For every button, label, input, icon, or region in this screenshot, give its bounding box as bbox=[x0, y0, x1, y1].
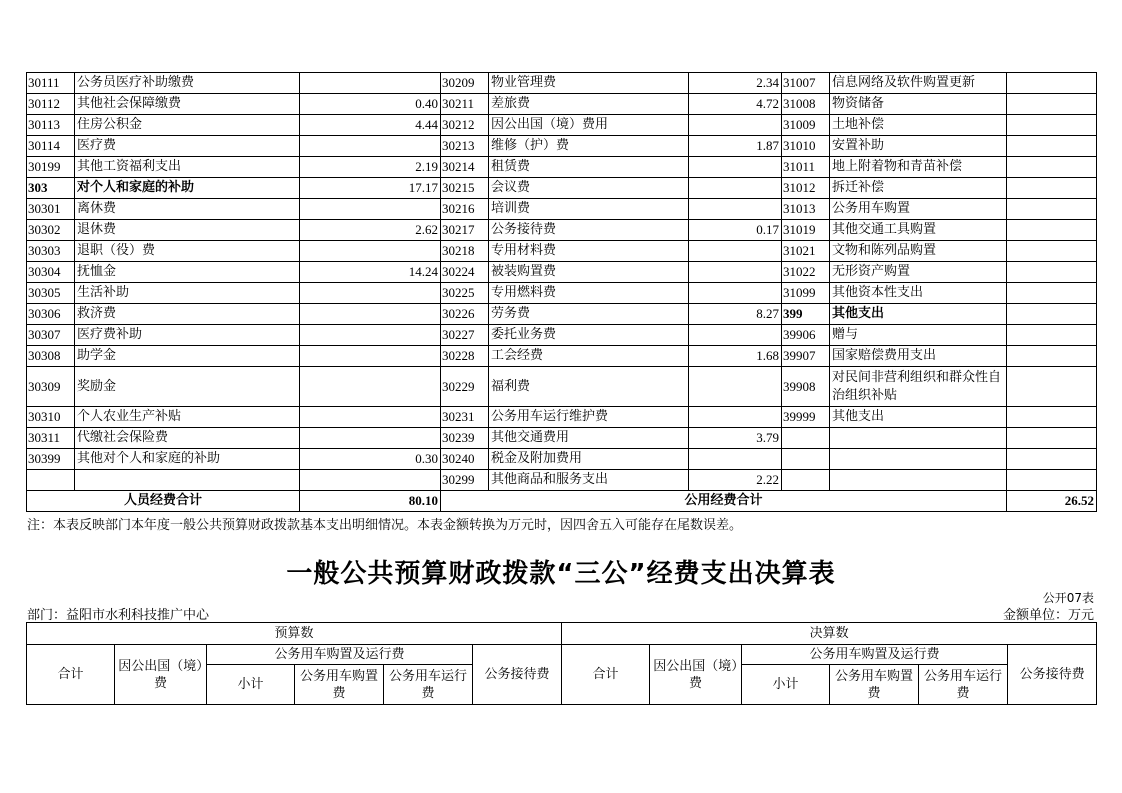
expense-amount bbox=[689, 157, 782, 178]
expense-amount bbox=[300, 367, 441, 407]
expense-name: 无形资产购置 bbox=[830, 262, 1007, 283]
table-row bbox=[27, 115, 1097, 136]
expense-amount bbox=[1007, 346, 1097, 367]
expense-name: 土地补偿 bbox=[830, 115, 1007, 136]
final-car-group-header: 公务用车购置及运行费 bbox=[742, 645, 1008, 665]
expense-name: 培训费 bbox=[489, 199, 689, 220]
page-title: 一般公共预算财政拨款“三公”经费支出决算表 bbox=[286, 559, 836, 589]
expense-name: 代缴社会保险费 bbox=[75, 428, 300, 449]
expense-amount bbox=[1007, 407, 1097, 428]
expense-code: 30229 bbox=[441, 367, 489, 407]
department-label: 部门：益阳市水利科技推广中心 bbox=[27, 608, 210, 623]
expense-name: 工会经费 bbox=[489, 346, 689, 367]
expense-name: 公务用车运行维护费 bbox=[489, 407, 689, 428]
expense-name: 物资储备 bbox=[830, 94, 1007, 115]
table-row bbox=[27, 262, 1097, 283]
expense-name: 其他支出 bbox=[830, 304, 1007, 325]
expense-code: 39906 bbox=[782, 325, 830, 346]
expense-name: 福利费 bbox=[489, 367, 689, 407]
expense-name: 个人农业生产补贴 bbox=[75, 407, 300, 428]
expense-name: 住房公积金 bbox=[75, 115, 300, 136]
expense-code: 30112 bbox=[27, 94, 75, 115]
table-row bbox=[27, 428, 1097, 449]
expense-amount bbox=[1007, 428, 1097, 449]
expense-code: 30228 bbox=[441, 346, 489, 367]
budget-reception-header: 公务接待费 bbox=[473, 645, 562, 705]
expense-amount bbox=[300, 325, 441, 346]
final-total-header: 合计 bbox=[562, 645, 650, 705]
expense-amount: 0.17 bbox=[689, 220, 782, 241]
budget-car-group-header: 公务用车购置及运行费 bbox=[207, 645, 473, 665]
expense-code: 30309 bbox=[27, 367, 75, 407]
expense-amount bbox=[689, 241, 782, 262]
expense-code bbox=[27, 470, 75, 491]
expense-code: 30111 bbox=[27, 73, 75, 94]
expense-name: 因公出国（境）费用 bbox=[489, 115, 689, 136]
expense-name: 其他交通工具购置 bbox=[830, 220, 1007, 241]
expense-name: 公务接待费 bbox=[489, 220, 689, 241]
expense-amount bbox=[300, 346, 441, 367]
expense-name: 其他支出 bbox=[830, 407, 1007, 428]
final-header: 决算数 bbox=[562, 623, 1097, 645]
table-row bbox=[27, 220, 1097, 241]
expense-code: 30199 bbox=[27, 157, 75, 178]
budget-total-header: 合计 bbox=[27, 645, 115, 705]
expense-code: 30113 bbox=[27, 115, 75, 136]
expense-code: 30218 bbox=[441, 241, 489, 262]
expense-code: 30214 bbox=[441, 157, 489, 178]
totals-row bbox=[27, 491, 1097, 512]
personnel-total-label: 人员经费合计 bbox=[27, 491, 300, 512]
budget-header: 预算数 bbox=[27, 623, 562, 645]
expense-amount: 3.79 bbox=[689, 428, 782, 449]
expense-code: 39908 bbox=[782, 367, 830, 407]
expense-name: 其他社会保障缴费 bbox=[75, 94, 300, 115]
expense-code: 30231 bbox=[441, 407, 489, 428]
expense-code: 31019 bbox=[782, 220, 830, 241]
expense-name: 安置补助 bbox=[830, 136, 1007, 157]
expense-name: 医疗费补助 bbox=[75, 325, 300, 346]
header-row-2 bbox=[27, 645, 1097, 665]
expense-code: 30215 bbox=[441, 178, 489, 199]
expense-code bbox=[782, 470, 830, 491]
expense-name: 其他交通费用 bbox=[489, 428, 689, 449]
table-row bbox=[27, 241, 1097, 262]
expense-amount bbox=[689, 262, 782, 283]
expense-name: 其他商品和服务支出 bbox=[489, 470, 689, 491]
expense-amount: 14.24 bbox=[300, 262, 441, 283]
expense-code: 30299 bbox=[441, 470, 489, 491]
expense-name: 其他资本性支出 bbox=[830, 283, 1007, 304]
table-row bbox=[27, 407, 1097, 428]
expense-name: 其他工资福利支出 bbox=[75, 157, 300, 178]
expense-code: 39999 bbox=[782, 407, 830, 428]
expense-amount bbox=[300, 241, 441, 262]
table-row bbox=[27, 449, 1097, 470]
expense-name: 离休费 bbox=[75, 199, 300, 220]
expense-code: 31010 bbox=[782, 136, 830, 157]
expense-amount bbox=[1007, 367, 1097, 407]
table-row bbox=[27, 304, 1097, 325]
expense-code: 30303 bbox=[27, 241, 75, 262]
expense-amount: 0.40 bbox=[300, 94, 441, 115]
expense-amount bbox=[300, 199, 441, 220]
expense-amount: 2.22 bbox=[689, 470, 782, 491]
expense-name: 医疗费 bbox=[75, 136, 300, 157]
expense-amount bbox=[1007, 73, 1097, 94]
expense-code: 30311 bbox=[27, 428, 75, 449]
header-row-1 bbox=[27, 623, 1097, 645]
expense-name: 劳务费 bbox=[489, 304, 689, 325]
expense-name: 租赁费 bbox=[489, 157, 689, 178]
expense-name: 委托业务费 bbox=[489, 325, 689, 346]
expense-amount: 4.44 bbox=[300, 115, 441, 136]
expense-name: 赠与 bbox=[830, 325, 1007, 346]
expense-name: 信息网络及软件购置更新 bbox=[830, 73, 1007, 94]
expense-name: 物业管理费 bbox=[489, 73, 689, 94]
expense-name: 拆迁补偿 bbox=[830, 178, 1007, 199]
expense-code: 399 bbox=[782, 304, 830, 325]
expense-amount: 2.62 bbox=[300, 220, 441, 241]
budget-abroad-header: 因公出国（境）费 bbox=[115, 645, 207, 705]
form-number: 公开07表 bbox=[1042, 591, 1094, 605]
expense-code: 30240 bbox=[441, 449, 489, 470]
expense-name: 地上附着物和青苗补偿 bbox=[830, 157, 1007, 178]
table-row bbox=[27, 94, 1097, 115]
expense-amount bbox=[689, 367, 782, 407]
table-row bbox=[27, 346, 1097, 367]
expense-name: 退休费 bbox=[75, 220, 300, 241]
expense-amount bbox=[1007, 470, 1097, 491]
expense-code: 30310 bbox=[27, 407, 75, 428]
expense-code: 31008 bbox=[782, 94, 830, 115]
table-row bbox=[27, 178, 1097, 199]
expense-name: 差旅费 bbox=[489, 94, 689, 115]
expense-code: 30227 bbox=[441, 325, 489, 346]
expense-name bbox=[830, 428, 1007, 449]
expense-name bbox=[830, 470, 1007, 491]
expense-code: 30216 bbox=[441, 199, 489, 220]
expense-amount bbox=[300, 136, 441, 157]
expense-amount bbox=[689, 449, 782, 470]
expense-code: 30302 bbox=[27, 220, 75, 241]
expense-code: 30212 bbox=[441, 115, 489, 136]
expense-amount bbox=[1007, 241, 1097, 262]
expense-name: 其他对个人和家庭的补助 bbox=[75, 449, 300, 470]
final-car-purchase-header: 公务用车购置费 bbox=[830, 665, 919, 705]
expense-amount bbox=[1007, 94, 1097, 115]
personnel-total-value: 80.10 bbox=[300, 491, 441, 512]
expense-amount bbox=[1007, 199, 1097, 220]
amount-unit-label: 金额单位：万元 bbox=[1002, 608, 1094, 623]
expense-amount bbox=[300, 304, 441, 325]
expense-amount bbox=[1007, 115, 1097, 136]
expense-code: 30239 bbox=[441, 428, 489, 449]
expense-code: 30306 bbox=[27, 304, 75, 325]
expense-code: 30308 bbox=[27, 346, 75, 367]
table-note: 注：本表反映部门本年度一般公共预算财政拨款基本支出明细情况。本表金额转换为万元时，因四舍五入可能存在尾数误差。 bbox=[27, 518, 743, 533]
expense-code: 30224 bbox=[441, 262, 489, 283]
expense-name: 奖励金 bbox=[75, 367, 300, 407]
expense-name: 被装购置费 bbox=[489, 262, 689, 283]
expense-name: 专用材料费 bbox=[489, 241, 689, 262]
expense-amount: 4.72 bbox=[689, 94, 782, 115]
expense-name: 专用燃料费 bbox=[489, 283, 689, 304]
expense-amount bbox=[689, 115, 782, 136]
expense-code: 30301 bbox=[27, 199, 75, 220]
budget-subtotal-header: 小计 bbox=[207, 665, 295, 705]
public-total-label: 公用经费合计 bbox=[441, 491, 1007, 512]
expense-code: 31012 bbox=[782, 178, 830, 199]
expense-code: 30209 bbox=[441, 73, 489, 94]
expense-name: 对民间非营利组织和群众性自治组织补贴 bbox=[830, 367, 1007, 407]
expense-name bbox=[75, 470, 300, 491]
expense-code: 31013 bbox=[782, 199, 830, 220]
expense-code: 303 bbox=[27, 178, 75, 199]
expense-amount bbox=[1007, 449, 1097, 470]
expense-name: 退职（役）费 bbox=[75, 241, 300, 262]
expense-amount bbox=[1007, 136, 1097, 157]
expense-amount: 1.68 bbox=[689, 346, 782, 367]
expense-amount bbox=[300, 470, 441, 491]
expense-name: 抚恤金 bbox=[75, 262, 300, 283]
expense-name: 救济费 bbox=[75, 304, 300, 325]
budget-car-purchase-header: 公务用车购置费 bbox=[295, 665, 384, 705]
table-row bbox=[27, 367, 1097, 407]
table-row bbox=[27, 283, 1097, 304]
expense-name: 国家赔偿费用支出 bbox=[830, 346, 1007, 367]
expense-amount: 2.34 bbox=[689, 73, 782, 94]
expense-name: 对个人和家庭的补助 bbox=[75, 178, 300, 199]
expense-code: 31022 bbox=[782, 262, 830, 283]
expense-amount bbox=[1007, 220, 1097, 241]
expense-code: 30225 bbox=[441, 283, 489, 304]
expense-amount bbox=[300, 428, 441, 449]
expense-amount: 8.27 bbox=[689, 304, 782, 325]
expense-code: 30213 bbox=[441, 136, 489, 157]
expense-amount bbox=[1007, 157, 1097, 178]
table-row bbox=[27, 199, 1097, 220]
expense-name: 文物和陈列品购置 bbox=[830, 241, 1007, 262]
expense-name: 公务用车购置 bbox=[830, 199, 1007, 220]
expense-code: 30305 bbox=[27, 283, 75, 304]
expense-code: 31099 bbox=[782, 283, 830, 304]
expense-code bbox=[782, 449, 830, 470]
expense-name: 助学金 bbox=[75, 346, 300, 367]
expense-amount bbox=[689, 178, 782, 199]
expense-code: 31011 bbox=[782, 157, 830, 178]
expense-code: 30114 bbox=[27, 136, 75, 157]
expense-amount: 1.87 bbox=[689, 136, 782, 157]
expense-amount bbox=[689, 325, 782, 346]
final-subtotal-header: 小计 bbox=[742, 665, 830, 705]
expense-code: 30304 bbox=[27, 262, 75, 283]
expense-amount bbox=[689, 283, 782, 304]
detail-table-body bbox=[27, 73, 1097, 491]
expense-code: 39907 bbox=[782, 346, 830, 367]
expense-amount bbox=[300, 283, 441, 304]
expense-amount bbox=[689, 407, 782, 428]
expense-code: 30399 bbox=[27, 449, 75, 470]
expense-name: 税金及附加费用 bbox=[489, 449, 689, 470]
expense-name bbox=[830, 449, 1007, 470]
expense-amount: 17.17 bbox=[300, 178, 441, 199]
final-reception-header: 公务接待费 bbox=[1008, 645, 1097, 705]
expense-amount bbox=[1007, 325, 1097, 346]
expense-code: 30307 bbox=[27, 325, 75, 346]
public-total-value: 26.52 bbox=[1007, 491, 1097, 512]
expense-amount bbox=[1007, 283, 1097, 304]
expense-amount: 0.30 bbox=[300, 449, 441, 470]
expense-amount bbox=[300, 73, 441, 94]
expense-code: 31007 bbox=[782, 73, 830, 94]
budget-car-operation-header: 公务用车运行费 bbox=[384, 665, 473, 705]
expense-code: 31021 bbox=[782, 241, 830, 262]
expense-name: 生活补助 bbox=[75, 283, 300, 304]
expense-amount bbox=[1007, 304, 1097, 325]
expense-amount bbox=[300, 407, 441, 428]
expense-amount: 2.19 bbox=[300, 157, 441, 178]
expense-code: 30211 bbox=[441, 94, 489, 115]
expense-name: 会议费 bbox=[489, 178, 689, 199]
basic-expenditure-detail-table bbox=[26, 72, 1097, 512]
expense-name: 维修（护）费 bbox=[489, 136, 689, 157]
table-row bbox=[27, 136, 1097, 157]
final-abroad-header: 因公出国（境）费 bbox=[650, 645, 742, 705]
expense-code: 31009 bbox=[782, 115, 830, 136]
expense-amount bbox=[1007, 178, 1097, 199]
table-row bbox=[27, 470, 1097, 491]
final-car-operation-header: 公务用车运行费 bbox=[919, 665, 1008, 705]
table-row bbox=[27, 157, 1097, 178]
table-row bbox=[27, 325, 1097, 346]
expense-code: 30217 bbox=[441, 220, 489, 241]
expense-code: 30226 bbox=[441, 304, 489, 325]
expense-name: 公务员医疗补助缴费 bbox=[75, 73, 300, 94]
table-row bbox=[27, 73, 1097, 94]
expense-amount bbox=[689, 199, 782, 220]
expense-code bbox=[782, 428, 830, 449]
three-public-expenditure-table bbox=[26, 622, 1097, 705]
expense-amount bbox=[1007, 262, 1097, 283]
